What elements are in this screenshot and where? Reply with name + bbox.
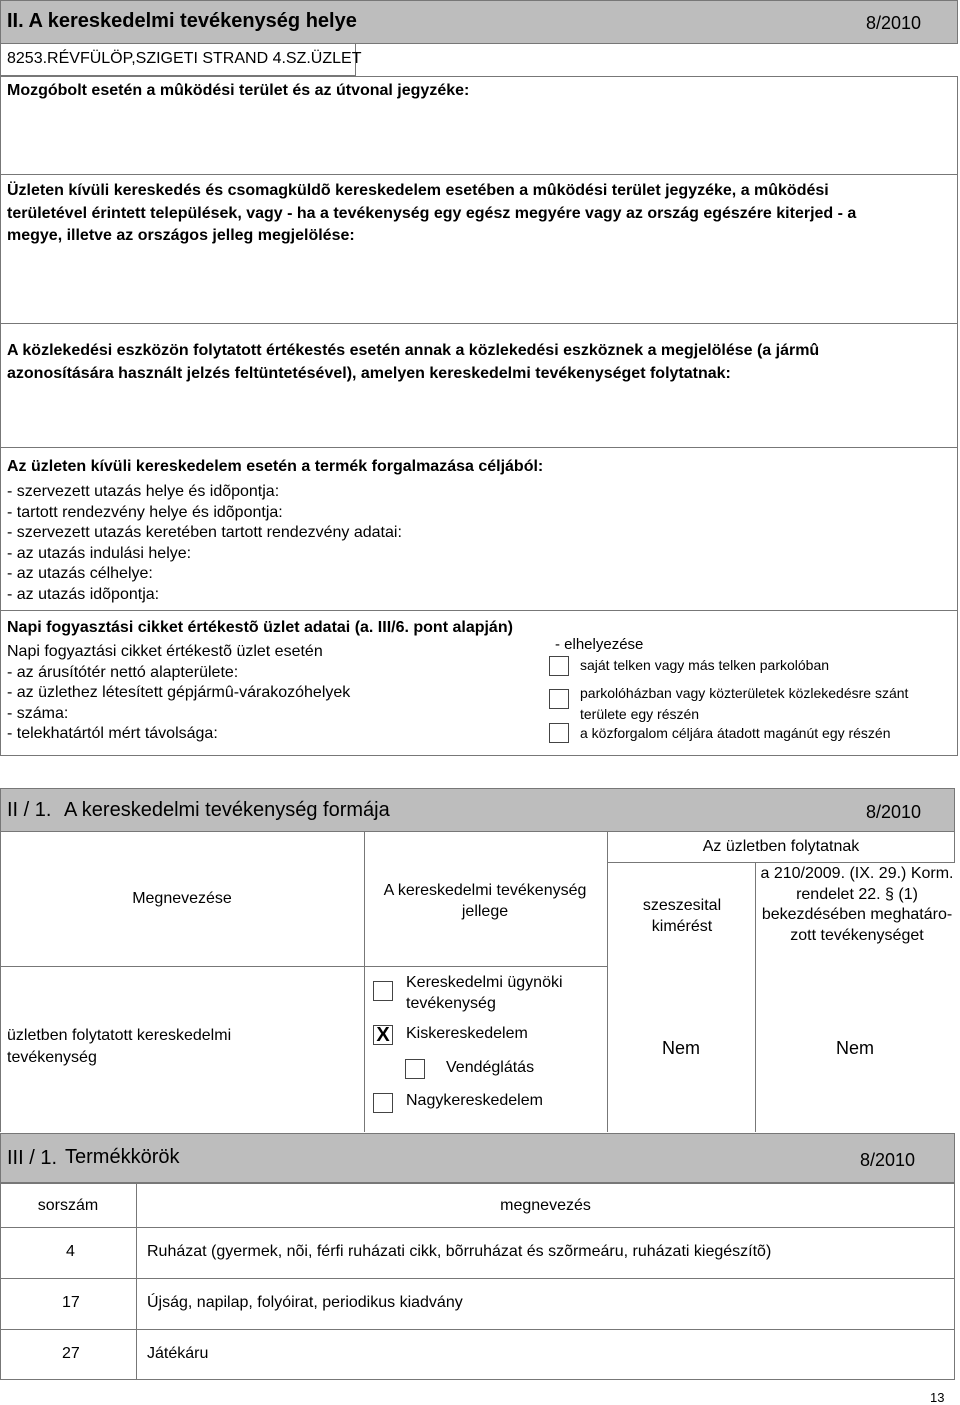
col-alcohol-header: szeszesital kimérést bbox=[642, 897, 722, 935]
outside-label: Üzleten kívüli kereskedés és csomagküldõ kereskedelem esetében a mûködési terület jegyzéke, a mûködési területével érintett települések, vagy - ha a tevékenység egy egész megyére vagy az ország egészére kiterjed - a megye, illetve az országos jelleg megjelölése: bbox=[7, 182, 857, 244]
col-no-header: sorszám bbox=[37, 1197, 99, 1214]
option-checkbox-agent[interactable] bbox=[373, 981, 393, 1001]
option-checkbox-wholesale[interactable] bbox=[373, 1093, 393, 1113]
placement-option-3: a közforgalom céljára átadott magánút egy részén bbox=[580, 725, 891, 741]
section2-title-prefix: II / 1. bbox=[7, 799, 52, 821]
section1-date: 8/2010 bbox=[866, 13, 922, 33]
section2-date: 8/2010 bbox=[866, 802, 922, 822]
divider bbox=[0, 610, 958, 611]
option-label-hospitality: Vendéglátás bbox=[446, 1059, 535, 1076]
mobile-label: Mozgóbolt esetén a mûködési terület és az útvonal jegyzéke: bbox=[7, 82, 470, 99]
list-item: - telekhatártól mért távolsága: bbox=[7, 725, 218, 742]
transport-label: A közlekedési eszközön folytatott értékestés esetén annak a közlekedési eszköznek a megjelölése (a jármû azonosítására használt jelzés feltüntetésével), amelyen kereskedelmi tevékenységet folytatnak: bbox=[7, 342, 820, 382]
placement-checkbox-1[interactable] bbox=[549, 656, 569, 676]
daily-list bbox=[7, 642, 350, 745]
list-item: - az utazás célhelye: bbox=[7, 565, 153, 582]
address: 8253.RÉVFÜLÖP,SZIGETI STRAND 4.SZ.ÜZLET bbox=[7, 50, 362, 67]
table-border bbox=[755, 862, 756, 1132]
table-border bbox=[0, 1227, 955, 1228]
outside-trade-heading: Az üzleten kívüli kereskedelem esetén a termék forgalmazása céljából: bbox=[7, 458, 544, 475]
list-item: - tartott rendezvény helye és idõpontja: bbox=[7, 503, 283, 521]
list-item: Napi fogyaztási cikket értékestõ üzlet esetén bbox=[7, 643, 323, 660]
row-name: üzletben folytatott kereskedelmi tevékenység bbox=[7, 1027, 232, 1066]
placement-label: - elhelyezése bbox=[555, 636, 644, 653]
option-label-wholesale: Nagykereskedelem bbox=[406, 1092, 543, 1109]
table-border bbox=[607, 832, 608, 1132]
option-checkbox-retail[interactable]: X bbox=[373, 1025, 393, 1045]
divider bbox=[0, 323, 958, 324]
regulated-value: Nem bbox=[835, 1038, 874, 1058]
list-item: - az utazás indulási helye: bbox=[7, 544, 192, 562]
col-group-header: Az üzletben folytatnak bbox=[702, 838, 860, 855]
page-number: 13 bbox=[930, 1390, 945, 1405]
table-border bbox=[0, 832, 1, 1132]
table-border bbox=[607, 862, 955, 863]
section3-title-prefix: III / 1. bbox=[7, 1147, 58, 1169]
option-checkbox-hospitality[interactable] bbox=[405, 1059, 425, 1079]
col-regulated-header: a 210/2009. (IX. 29.) Korm. rendelet 22. § (1) bekezdésében meghatáro-zott tevékenységet bbox=[760, 865, 954, 944]
table-row-no: 27 bbox=[62, 1345, 80, 1362]
col-name-header: Megnevezése bbox=[132, 890, 232, 907]
daily-heading: Napi fogyasztási cikket értékestõ üzlet adatai (a. III/6. pont alapján) bbox=[7, 619, 513, 636]
table-row-name: Újság, napilap, folyóirat, periodikus kiadvány bbox=[147, 1294, 463, 1311]
table-row-no: 17 bbox=[62, 1294, 80, 1311]
list-item: - az árusítótér nettó alapterülete: bbox=[7, 663, 239, 681]
list-item: - szervezett utazás helye és idõpontja: bbox=[7, 483, 280, 500]
table-border bbox=[0, 966, 607, 967]
section3-date: 8/2010 bbox=[860, 1150, 916, 1170]
table-border bbox=[0, 1329, 955, 1330]
list-item: - az üzlethez létesített gépjármû-várakozóhelyek bbox=[7, 684, 351, 701]
divider bbox=[0, 447, 958, 448]
placement-checkbox-3[interactable] bbox=[549, 723, 569, 743]
col-product-header: megnevezés bbox=[500, 1197, 591, 1214]
list-item: - szervezett utazás keretében tartott rendezvény adatai: bbox=[7, 524, 402, 541]
section3-title: Termékkörök bbox=[65, 1146, 180, 1168]
table-border bbox=[364, 832, 365, 1132]
placement-option-2: parkolóházban vagy közterületek közlekedésre szánt területe egy részén bbox=[580, 685, 909, 722]
placement-option-1: saját telken vagy más telken parkolóban bbox=[580, 657, 830, 673]
table-row-no: 4 bbox=[66, 1243, 75, 1260]
section1-title: II. A kereskedelmi tevékenység helye bbox=[7, 10, 357, 32]
col-nature-header: A kereskedelmi tevékenység jellege bbox=[383, 882, 587, 920]
option-label-agent: Kereskedelmi ügynöki tevékenység bbox=[406, 974, 563, 1012]
option-label-retail: Kiskereskedelem bbox=[406, 1025, 528, 1042]
table-row-name: Ruházat (gyermek, nõi, férfi ruházati cikk, bõrruházat és szõrmeáru, ruházati kiegészítõ) bbox=[147, 1243, 772, 1260]
table-row-name: Játékáru bbox=[147, 1345, 209, 1362]
section2-title: A kereskedelmi tevékenység formája bbox=[64, 799, 390, 821]
outside-trade-list bbox=[7, 482, 402, 605]
list-item: - száma: bbox=[7, 704, 69, 722]
table-border bbox=[0, 1278, 955, 1279]
alcohol-value: Nem bbox=[661, 1038, 700, 1058]
placement-checkbox-2[interactable] bbox=[549, 689, 569, 709]
divider bbox=[0, 174, 958, 175]
list-item: - az utazás idõpontja: bbox=[7, 585, 160, 603]
